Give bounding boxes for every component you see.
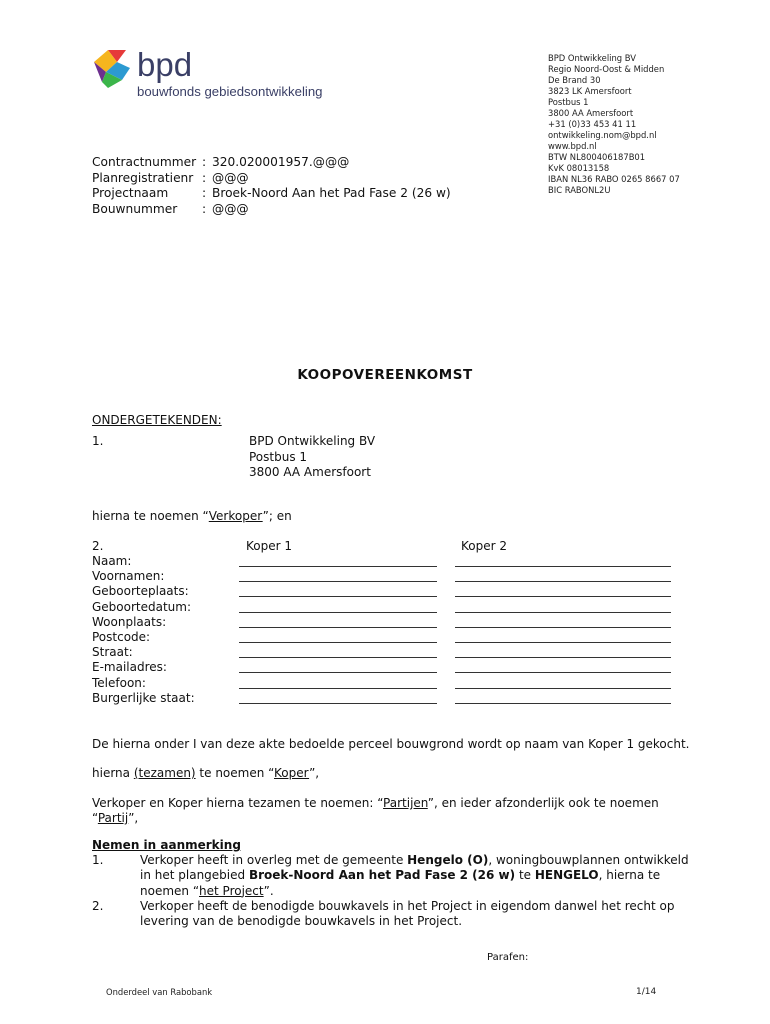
defined-term-koper: Koper (274, 766, 310, 780)
footer-note: Onderdeel van Rabobank (106, 987, 213, 997)
text: ”, (128, 811, 139, 825)
koper-1-fill-line[interactable] (239, 596, 437, 597)
koper-1-fill-line[interactable] (239, 672, 437, 673)
list-item-body (140, 853, 702, 899)
meta-label: Contractnummer (92, 155, 197, 169)
address-line: BTW NL800406187B01 (548, 152, 646, 162)
defined-term-verkoper: Verkoper (208, 509, 263, 523)
field-label-postcode: Postcode: (92, 630, 151, 645)
website-link[interactable]: www.bpd.nl (548, 141, 597, 151)
field-label-geboortedatum: Geboortedatum: (92, 599, 192, 614)
list-item-body: Verkoper heeft de benodigde bouwkavels in het Project in eigendom danwel het recht op levering van de benodigde bouwkavels in het Project. (140, 898, 675, 929)
partijen-definition-line-1 (92, 796, 659, 812)
brand-subtitle: bouwfonds gebiedsontwikkeling (137, 84, 323, 99)
meta-value: Broek-Noord Aan het Pad Fase 2 (26 w) (212, 186, 451, 200)
koper-2-fill-line[interactable] (455, 672, 671, 673)
koper-2-fill-line[interactable] (455, 596, 671, 597)
koper-1-fill-line[interactable] (239, 642, 437, 643)
field-label-straat: Straat: (92, 645, 133, 660)
field-label-telefoon: Telefoon: (92, 675, 146, 690)
field-label-voornamen: Voornamen: (92, 569, 165, 584)
text: , hierna te noemen “ (140, 868, 661, 898)
koper-definition (92, 766, 319, 782)
meta-row-planregistratienr (92, 171, 451, 187)
koper-2-fill-line[interactable] (455, 703, 671, 704)
address-line: IBAN NL36 RABO 0265 8667 07 (548, 174, 680, 184)
text: ”; en (262, 509, 292, 523)
text: ”, (309, 766, 320, 780)
tezamen-term: (tezamen) (133, 766, 196, 780)
koper-fields-labels (92, 554, 195, 706)
field-label-emailadres: E-mailadres: (92, 660, 167, 675)
meta-label: Planregistratienr (92, 170, 194, 185)
text: ”, en ieder afzonderlijk ook te noemen (427, 796, 659, 810)
section-heading-nemen-in-aanmerking: Nemen in aanmerking (92, 838, 241, 852)
section-heading-ondergetekenden: ONDERGETEKENDEN: (92, 413, 222, 427)
list-item (92, 853, 702, 899)
text: te (515, 868, 535, 883)
partijen-definition-line-2 (92, 811, 138, 827)
address-line: BIC RABONL2U (548, 185, 611, 195)
address-line: +31 (0)33 453 41 11 (548, 119, 637, 129)
city-name: HENGELO (534, 868, 599, 883)
meta-label: Bouwnummer (92, 201, 178, 216)
meta-row-bouwnummer (92, 202, 451, 218)
koper-2-fill-line[interactable] (455, 688, 671, 689)
address-line: Postbus 1 (548, 97, 589, 107)
list-item-number: 1. (92, 853, 104, 867)
list-item-number: 2. (92, 898, 104, 913)
meta-label: Projectnaam (92, 186, 169, 200)
bpd-logo-mark (92, 48, 134, 90)
party-1-line: BPD Ontwikkeling BV (249, 434, 376, 448)
koper-2-heading: Koper 2 (461, 539, 507, 553)
meta-value: @@@ (212, 201, 249, 216)
meta-value: @@@ (212, 170, 249, 185)
koper-1-heading: Koper 1 (246, 539, 292, 553)
koper-2-fill-line[interactable] (455, 642, 671, 643)
meta-separator: : (202, 186, 207, 200)
party-1-number: 1. (92, 434, 104, 448)
defined-term-partij: Partij (97, 811, 129, 825)
party-1-line: Postbus 1 (249, 449, 308, 464)
koper-2-fill-line[interactable] (455, 627, 671, 628)
considerations-list (92, 853, 702, 929)
gemeente-name: Hengelo (O) (407, 853, 489, 867)
koper-2-fill-line[interactable] (455, 581, 671, 582)
brand-name: bpd (137, 46, 193, 83)
meta-row-contractnummer (92, 155, 451, 171)
koper-2-fill-line[interactable] (455, 566, 671, 567)
field-label-naam: Naam: (92, 554, 132, 568)
perceel-statement: De hierna onder I van deze akte bedoelde perceel bouwgrond wordt op naam van Koper 1 gekocht. (92, 737, 690, 751)
koper-1-fill-line[interactable] (239, 566, 437, 567)
email-link[interactable]: ontwikkeling.nom@bpd.nl (548, 130, 657, 140)
party-1-address (249, 434, 375, 481)
meta-separator: : (202, 201, 207, 216)
address-line: De Brand 30 (548, 75, 601, 85)
party-2-number: 2. (92, 539, 104, 553)
field-label-woonplaats: Woonplaats: (92, 614, 167, 629)
koper-2-fill-line[interactable] (455, 657, 671, 658)
text: ”. (263, 883, 274, 898)
meta-row-projectnaam (92, 186, 451, 202)
plangebied-name: Broek-Noord Aan het Pad Fase 2 (26 w) (248, 868, 516, 883)
meta-separator: : (202, 170, 207, 185)
koper-1-fill-line[interactable] (239, 657, 437, 658)
address-line: 3800 AA Amersfoort (548, 108, 634, 118)
text: Verkoper en Koper hierna tezamen te noemen: “ (92, 796, 384, 810)
field-label-geboorteplaats: Geboorteplaats: (92, 584, 189, 599)
contract-meta (92, 155, 451, 217)
party-1-line: 3800 AA Amersfoort (249, 465, 371, 479)
verkoper-definition (92, 509, 292, 523)
document-title: KOOPOVEREENKOMST (297, 367, 473, 383)
address-line: KvK 08013158 (548, 163, 610, 173)
parafen-label: Parafen: (487, 952, 529, 963)
defined-term-partijen: Partijen (383, 796, 428, 810)
koper-2-fill-line[interactable] (455, 612, 671, 613)
page-number: 1/14 (636, 987, 657, 997)
address-line: 3823 LK Amersfoort (548, 86, 632, 96)
koper-1-fill-line[interactable] (239, 612, 437, 613)
text: , woningbouwplannen ontwikkeld in het plangebied (140, 853, 689, 883)
defined-term-project: het Project (199, 883, 264, 898)
meta-separator: : (202, 155, 207, 169)
koper-1-fill-line[interactable] (239, 627, 437, 628)
text: hierna (92, 766, 134, 780)
text: hierna te noemen “ (92, 509, 209, 523)
koper-1-fill-line[interactable] (239, 581, 437, 582)
list-item (92, 899, 702, 930)
address-line: BPD Ontwikkeling BV (548, 53, 636, 63)
meta-value: 320.020001957.@@@ (212, 155, 350, 169)
text: te noemen “ (195, 766, 274, 780)
field-label-burgerlijke-staat: Burgerlijke staat: (92, 690, 195, 705)
koper-1-fill-line[interactable] (239, 688, 437, 689)
address-line: Regio Noord-Oost & Midden (548, 64, 665, 74)
text: Verkoper heeft in overleg met de gemeente (140, 853, 408, 867)
text: “ (92, 811, 98, 825)
company-address-block (548, 53, 680, 196)
koper-1-fill-line[interactable] (239, 703, 437, 704)
